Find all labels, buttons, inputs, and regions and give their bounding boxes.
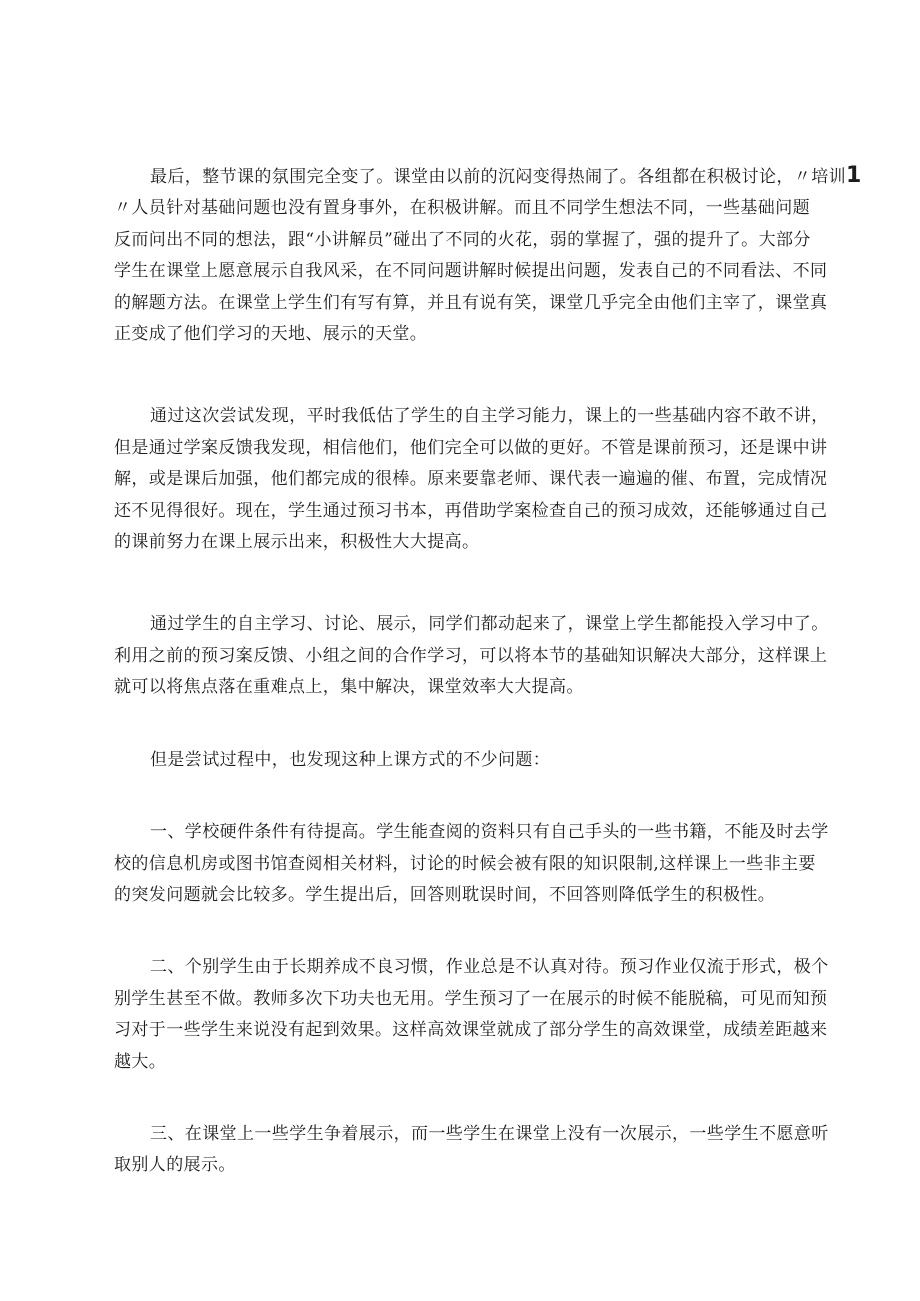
text-line: 校的信息机房或图书馆查阅相关材料，讨论的时候会被有限的知识限制,这样课上一些非主要 xyxy=(114,853,816,874)
text-line: 通过学生的自主学习、讨论、展示，同学们都动起来了，课堂上学生都能投入学习中了。 xyxy=(150,614,829,635)
text-line: 就可以将焦点落在重难点上，集中解决，课堂效率大大提高。 xyxy=(114,677,584,698)
text-line: 反而问出不同的想法，跟“小讲解员”碰出了不同的火花，弱的掌握了，强的提升了。大部分 xyxy=(114,229,811,250)
paragraph-problem-three xyxy=(114,1119,829,1182)
paragraph-problem-two xyxy=(114,952,829,1078)
text-line: 别学生甚至不做。教师多次下功夫也无用。学生预习了一在展示的时候不能脱稿，可见而知预 xyxy=(114,988,828,1009)
text-line: 利用之前的预习案反馈、小组之间的合作学习，可以将本节的基础知识解决大部分，这样课上 xyxy=(114,645,828,666)
text-line: 的解题方法。在课堂上学生们有写有算，并且有说有笑，课堂几乎完全由他们主宰了，课堂真 xyxy=(114,292,828,313)
text-line: 习对于一些学生来说没有起到效果。这样高效课堂就成了部分学生的高效课堂，成绩差距越来 xyxy=(114,1020,828,1041)
paragraph-classroom-atmosphere xyxy=(114,160,862,350)
text-line: 还不见得很好。现在，学生通过预习书本，再借助学案检查自己的预习成效，还能够通过自己 xyxy=(114,500,828,521)
text-line: 二、个别学生由于长期养成不良习惯，作业总是不认真对待。预习作业仅流于形式，极个 xyxy=(150,957,829,978)
text-line: 的课前努力在课上展示出来，积极性大大提高。 xyxy=(114,532,480,553)
paragraph-problems-intro xyxy=(114,745,826,776)
text-line: 通过这次尝试发现，平时我低估了学生的自主学习能力，课上的一些基础内容不敢不讲， xyxy=(150,406,829,427)
text-line: 的突发问题就会比较多。学生提出后，回答则耽误时间，不回答则降低学生的积极性。 xyxy=(114,884,776,905)
text-line: 取别人的展示。 xyxy=(114,1155,236,1176)
text-line: 学生在课堂上愿意展示自我风采，在不同问题讲解时候提出问题，发表自己的不同看法、不同 xyxy=(114,261,828,282)
text-line: 一、学校硬件条件有待提高。学生能查阅的资料只有自己手头的一些书籍，不能及时去学 xyxy=(150,822,829,843)
text-line: 三、在课堂上一些学生争着展示，而一些学生在课堂上没有一次展示，一些学生不愿意听 xyxy=(150,1123,829,1144)
text-line: 解，或是课后加强，他们都完成的很棒。原来要靠老师、课代表一遍遍的催、布置，完成情况 xyxy=(114,469,828,490)
text-line: 越大。 xyxy=(114,1051,167,1072)
paragraph-self-study xyxy=(114,609,829,703)
document-body xyxy=(114,160,862,1182)
paragraph-trial-findings xyxy=(114,401,829,558)
text-line: 最后，整节课的氛围完全变了。课堂由以前的沉闷变得热闹了。各组都在积极讨论，〃培训1 xyxy=(150,163,862,188)
paragraph-problem-one xyxy=(114,817,829,911)
text-line: 正变成了他们学习的天地、展示的天堂。 xyxy=(114,324,428,345)
text-line: 〃人员针对基础问题也没有置身事外，在积极讲解。而且不同学生想法不同，一些基础问题 xyxy=(114,198,810,219)
text-fragment: 1 xyxy=(846,163,862,188)
text-line: 但是尝试过程中，也发现这种上课方式的不少问题： xyxy=(150,749,551,770)
text-line: 但是通过学案反馈我发现，相信他们，他们完全可以做的更好。不管是课前预习，还是课中讲 xyxy=(114,437,828,458)
